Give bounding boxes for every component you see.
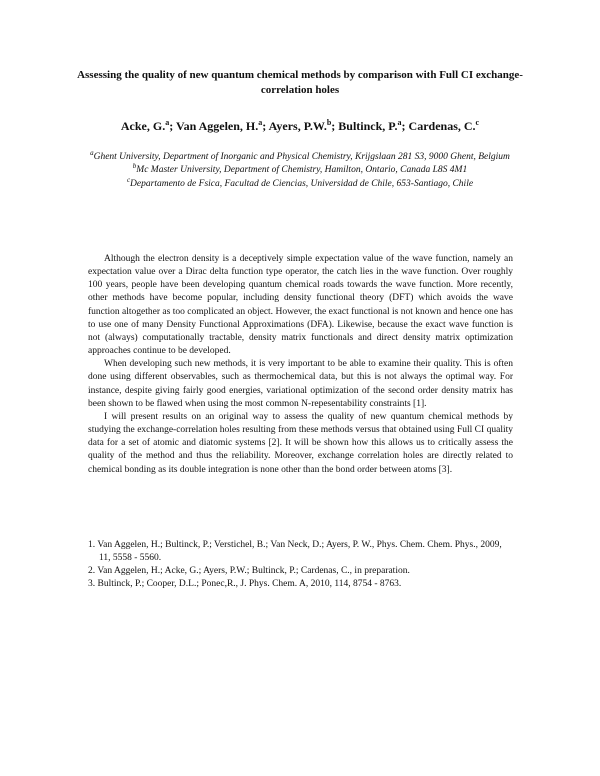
author: Bultinck, P.$^a$; <box>338 118 409 133</box>
reference-item: 3. Bultinck, P.; Cooper, D.L.; Ponec,R., J. Phys. Chem. A, 2010, 114, 8754 - 8763. <box>88 579 402 590</box>
author: Ayers, P.W.$^b$; <box>268 118 339 133</box>
affiliation: $^b$Mc Master University, Department of Chemistry, Hamilton, Ontario, Canada L8S 4M1 <box>132 162 468 176</box>
abstract-body <box>88 253 513 477</box>
author-list <box>40 118 560 134</box>
author: Acke, G.$^a$; <box>120 118 176 133</box>
affiliation: $^c$Departamento de Fsica, Facultad de Ciencias, Universidad de Chile, 653-Santiago, Chile <box>126 175 474 189</box>
body-paragraph: Although the electron density is a deceptively simple expectation value of the wave function, namely an expectation value over a Dirac delta function type operator, the catch lies in the wave function. Over roughly 100 years, people have been developing quantum chemical roads towards the wave function. More recently, other methods have become popular, including density functional theory (DFT) which avoids the wave function altogether as too complicated an object. However, the exact functional is not known and hence one has to use one of many Density Functional Approximations (DFA). Likewise, because the exact wave function is not (always) computationally tractable, density matrix functionals and direct density matrix optimization approaches continue to be developed. <box>88 254 513 357</box>
author: Cardenas, C.$^c$ <box>408 118 480 133</box>
reference-list <box>88 539 513 592</box>
body-paragraph: When developing such new methods, it is very important to be able to examine their quality. This is often done using different observables, such as thermochemical data, but this is not always the optimal way. For instance, despite giving fairly good energies, variational optimization of the second order density matrix has been shown to be flawed when using the most common N-repesentability constraints [1]. <box>88 359 513 409</box>
body-paragraph: I will present results on an original way to assess the quality of new quantum chemical methods by studying the exchange-correlation holes resulting from these methods versus that obtained using Full CI quality data for a set of atomic and diatomic systems [2]. It will be shown how this allows us to critically assess the quality of the method and thus the reliability. Moreover, exchange correlation holes are directly related to chemical bonding as its double integration is none other than the bond order between atoms [3]. <box>88 411 513 475</box>
paper-title: Assessing the quality of new quantum chemical methods by comparison with Full CI exchange-correlation holes <box>77 69 523 96</box>
reference-item: 1. Van Aggelen, H.; Bultinck, P.; Verstichel, B.; Van Neck, D.; Ayers, P. W., Phys. Chem. Chem. Phys., 2009, 11, 5558 - 5560. <box>88 540 502 564</box>
author: Van Aggelen, H.$^a$; <box>176 118 269 133</box>
reference-item: 2. Van Aggelen, H.; Acke, G.; Ayers, P.W.; Bultinck, P.; Cardenas, C., in preparation. <box>88 566 410 577</box>
affiliation-list <box>70 148 530 191</box>
affiliation: $^a$Ghent University, Department of Inorganic and Physical Chemistry, Krijgslaan 281 S3, 9000 Ghent, Belgium <box>90 148 510 162</box>
